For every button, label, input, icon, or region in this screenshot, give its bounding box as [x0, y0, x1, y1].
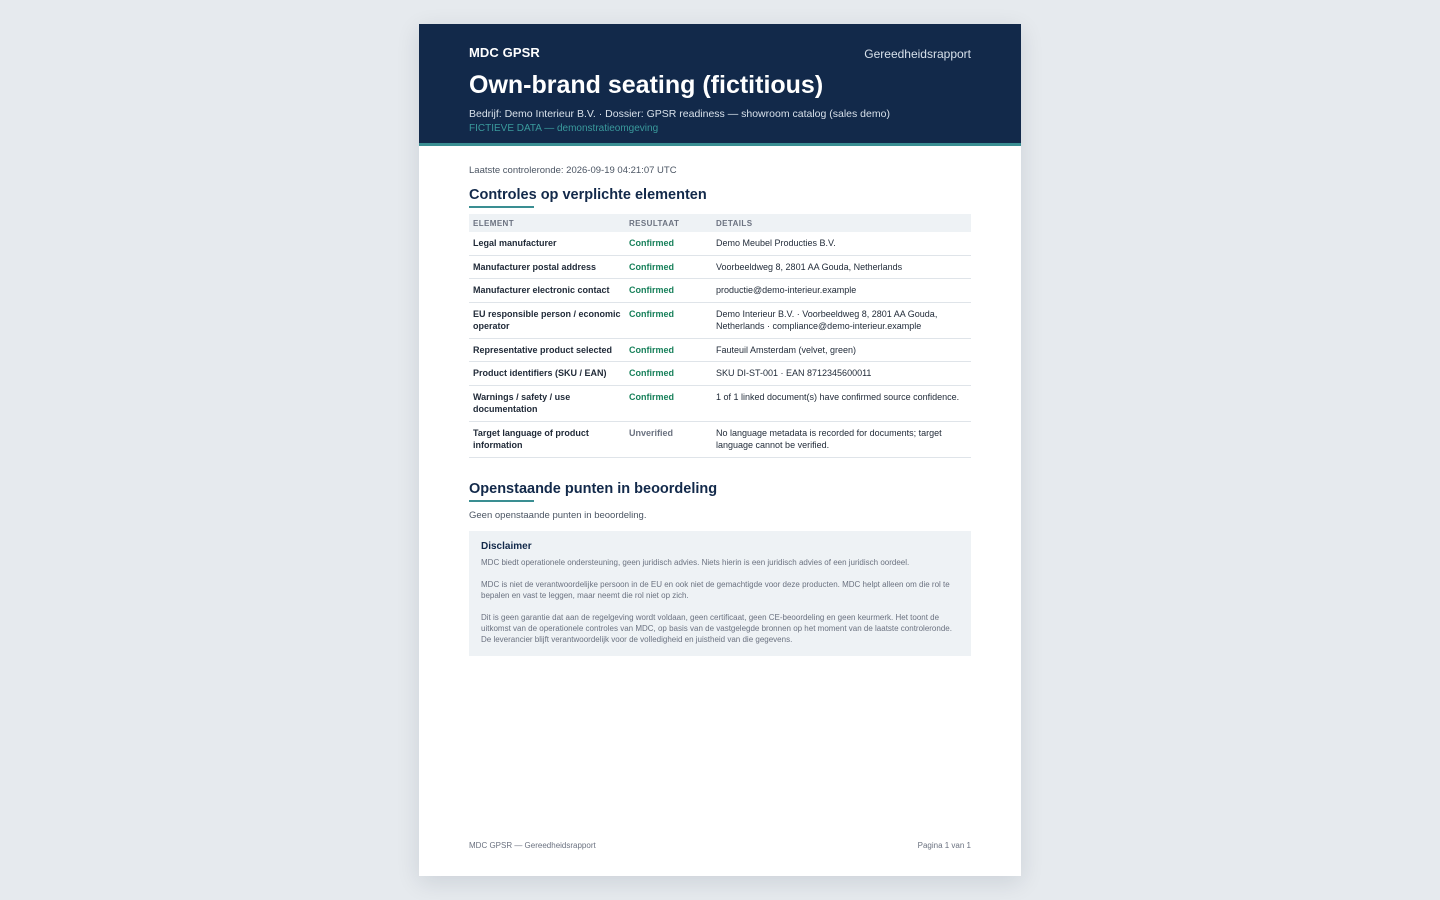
row-details: Fauteuil Amsterdam (velvet, green): [712, 338, 971, 362]
row-result: Confirmed: [625, 385, 712, 421]
column-header-details: DETAILS: [716, 219, 753, 228]
disclaimer-paragraph: MDC biedt operationele ondersteuning, geen juridisch advies. Niets hierin is een juridisch advies of een juridisch oordeel.: [481, 557, 910, 567]
footer-report-name: MDC GPSR — Gereedheidsrapport: [469, 841, 596, 850]
table-row: [469, 279, 971, 303]
table-row: [469, 302, 971, 338]
disclaimer-title: Disclaimer: [481, 540, 532, 552]
page-title: Own-brand seating (fictitious): [469, 71, 824, 99]
row-element: Manufacturer postal address: [469, 255, 625, 279]
row-details: Demo Meubel Producties B.V.: [712, 232, 971, 255]
table-row: [469, 385, 971, 421]
row-details: Voorbeeldweg 8, 2801 AA Gouda, Netherlands: [712, 255, 971, 279]
table-row: [469, 362, 971, 386]
row-result: Confirmed: [625, 362, 712, 386]
row-result: Confirmed: [625, 279, 712, 303]
checks-section-title: Controles op verplichte elementen: [469, 187, 707, 206]
column-header-result: RESULTAAT: [629, 219, 680, 228]
report-type: Gereedheidsrapport: [864, 47, 971, 61]
row-details: 1 of 1 linked document(s) have confirmed source confidence.: [712, 385, 971, 421]
table-row: [469, 338, 971, 362]
disclaimer-paragraph: Dit is geen garantie dat aan de regelgeving wordt voldaan, geen certificaat, geen CE-beoordeling en geen keurmerk. Het toont de uitkomst van de operationele controles van MDC, op basis van de vastgelegde bronnen op het moment van de laatste controleronde. De leverancier blijft verantwoordelijk voor de volledigheid en juistheid van die gegevens.: [481, 612, 952, 644]
page-footer: [469, 841, 971, 850]
row-details: productie@demo-interieur.example: [712, 279, 971, 303]
row-result: Confirmed: [625, 302, 712, 338]
row-element: Legal manufacturer: [469, 232, 625, 255]
row-result: Confirmed: [625, 232, 712, 255]
checks-table: [469, 214, 971, 458]
footer-page-number: Pagina 1 van 1: [917, 841, 971, 850]
last-check-timestamp: Laatste controleronde: 2026-09-19 04:21:07 UTC: [469, 165, 677, 176]
open-items-empty-text: Geen openstaande punten in beoordeling.: [469, 509, 647, 521]
disclaimer-box: [469, 531, 971, 656]
open-items-section-title: Openstaande punten in beoordeling: [469, 481, 717, 500]
report-meta: Bedrijf: Demo Interieur B.V. · Dossier: GPSR readiness — showroom catalog (sales demo): [469, 108, 890, 120]
row-details: SKU DI-ST-001 · EAN 8712345600011: [712, 362, 971, 386]
row-element: Manufacturer electronic contact: [469, 279, 625, 303]
column-header-element: ELEMENT: [473, 219, 515, 228]
disclaimer-paragraph: MDC is niet de verantwoordelijke persoon in de EU en ook niet de gemachtigde voor deze producten. MDC helpt alleen om die rol te bepalen en vast te leggen, maar neemt die rol niet op zich.: [481, 579, 950, 600]
row-element: Representative product selected: [469, 338, 625, 362]
row-element: EU responsible person / economic operator: [469, 302, 625, 338]
row-element: Target language of product information: [469, 421, 625, 457]
row-details: No language metadata is recorded for documents; target language cannot be verified.: [712, 421, 971, 457]
report-page: [419, 24, 1021, 876]
fictitious-notice: FICTIEVE DATA — demonstratieomgeving: [469, 123, 659, 134]
report-content: [419, 146, 1021, 656]
row-element: Product identifiers (SKU / EAN): [469, 362, 625, 386]
row-result: Confirmed: [625, 255, 712, 279]
report-header: [419, 24, 1021, 146]
table-row: [469, 255, 971, 279]
brand-name: MDC GPSR: [469, 45, 540, 60]
row-element: Warnings / safety / use documentation: [469, 385, 625, 421]
table-row: [469, 232, 971, 255]
row-result: Unverified: [625, 421, 712, 457]
row-details: Demo Interieur B.V. · Voorbeeldweg 8, 2801 AA Gouda, Netherlands · compliance@demo-interieur.example: [712, 302, 971, 338]
table-row: [469, 421, 971, 457]
table-header-row: [469, 214, 971, 232]
row-result: Confirmed: [625, 338, 712, 362]
